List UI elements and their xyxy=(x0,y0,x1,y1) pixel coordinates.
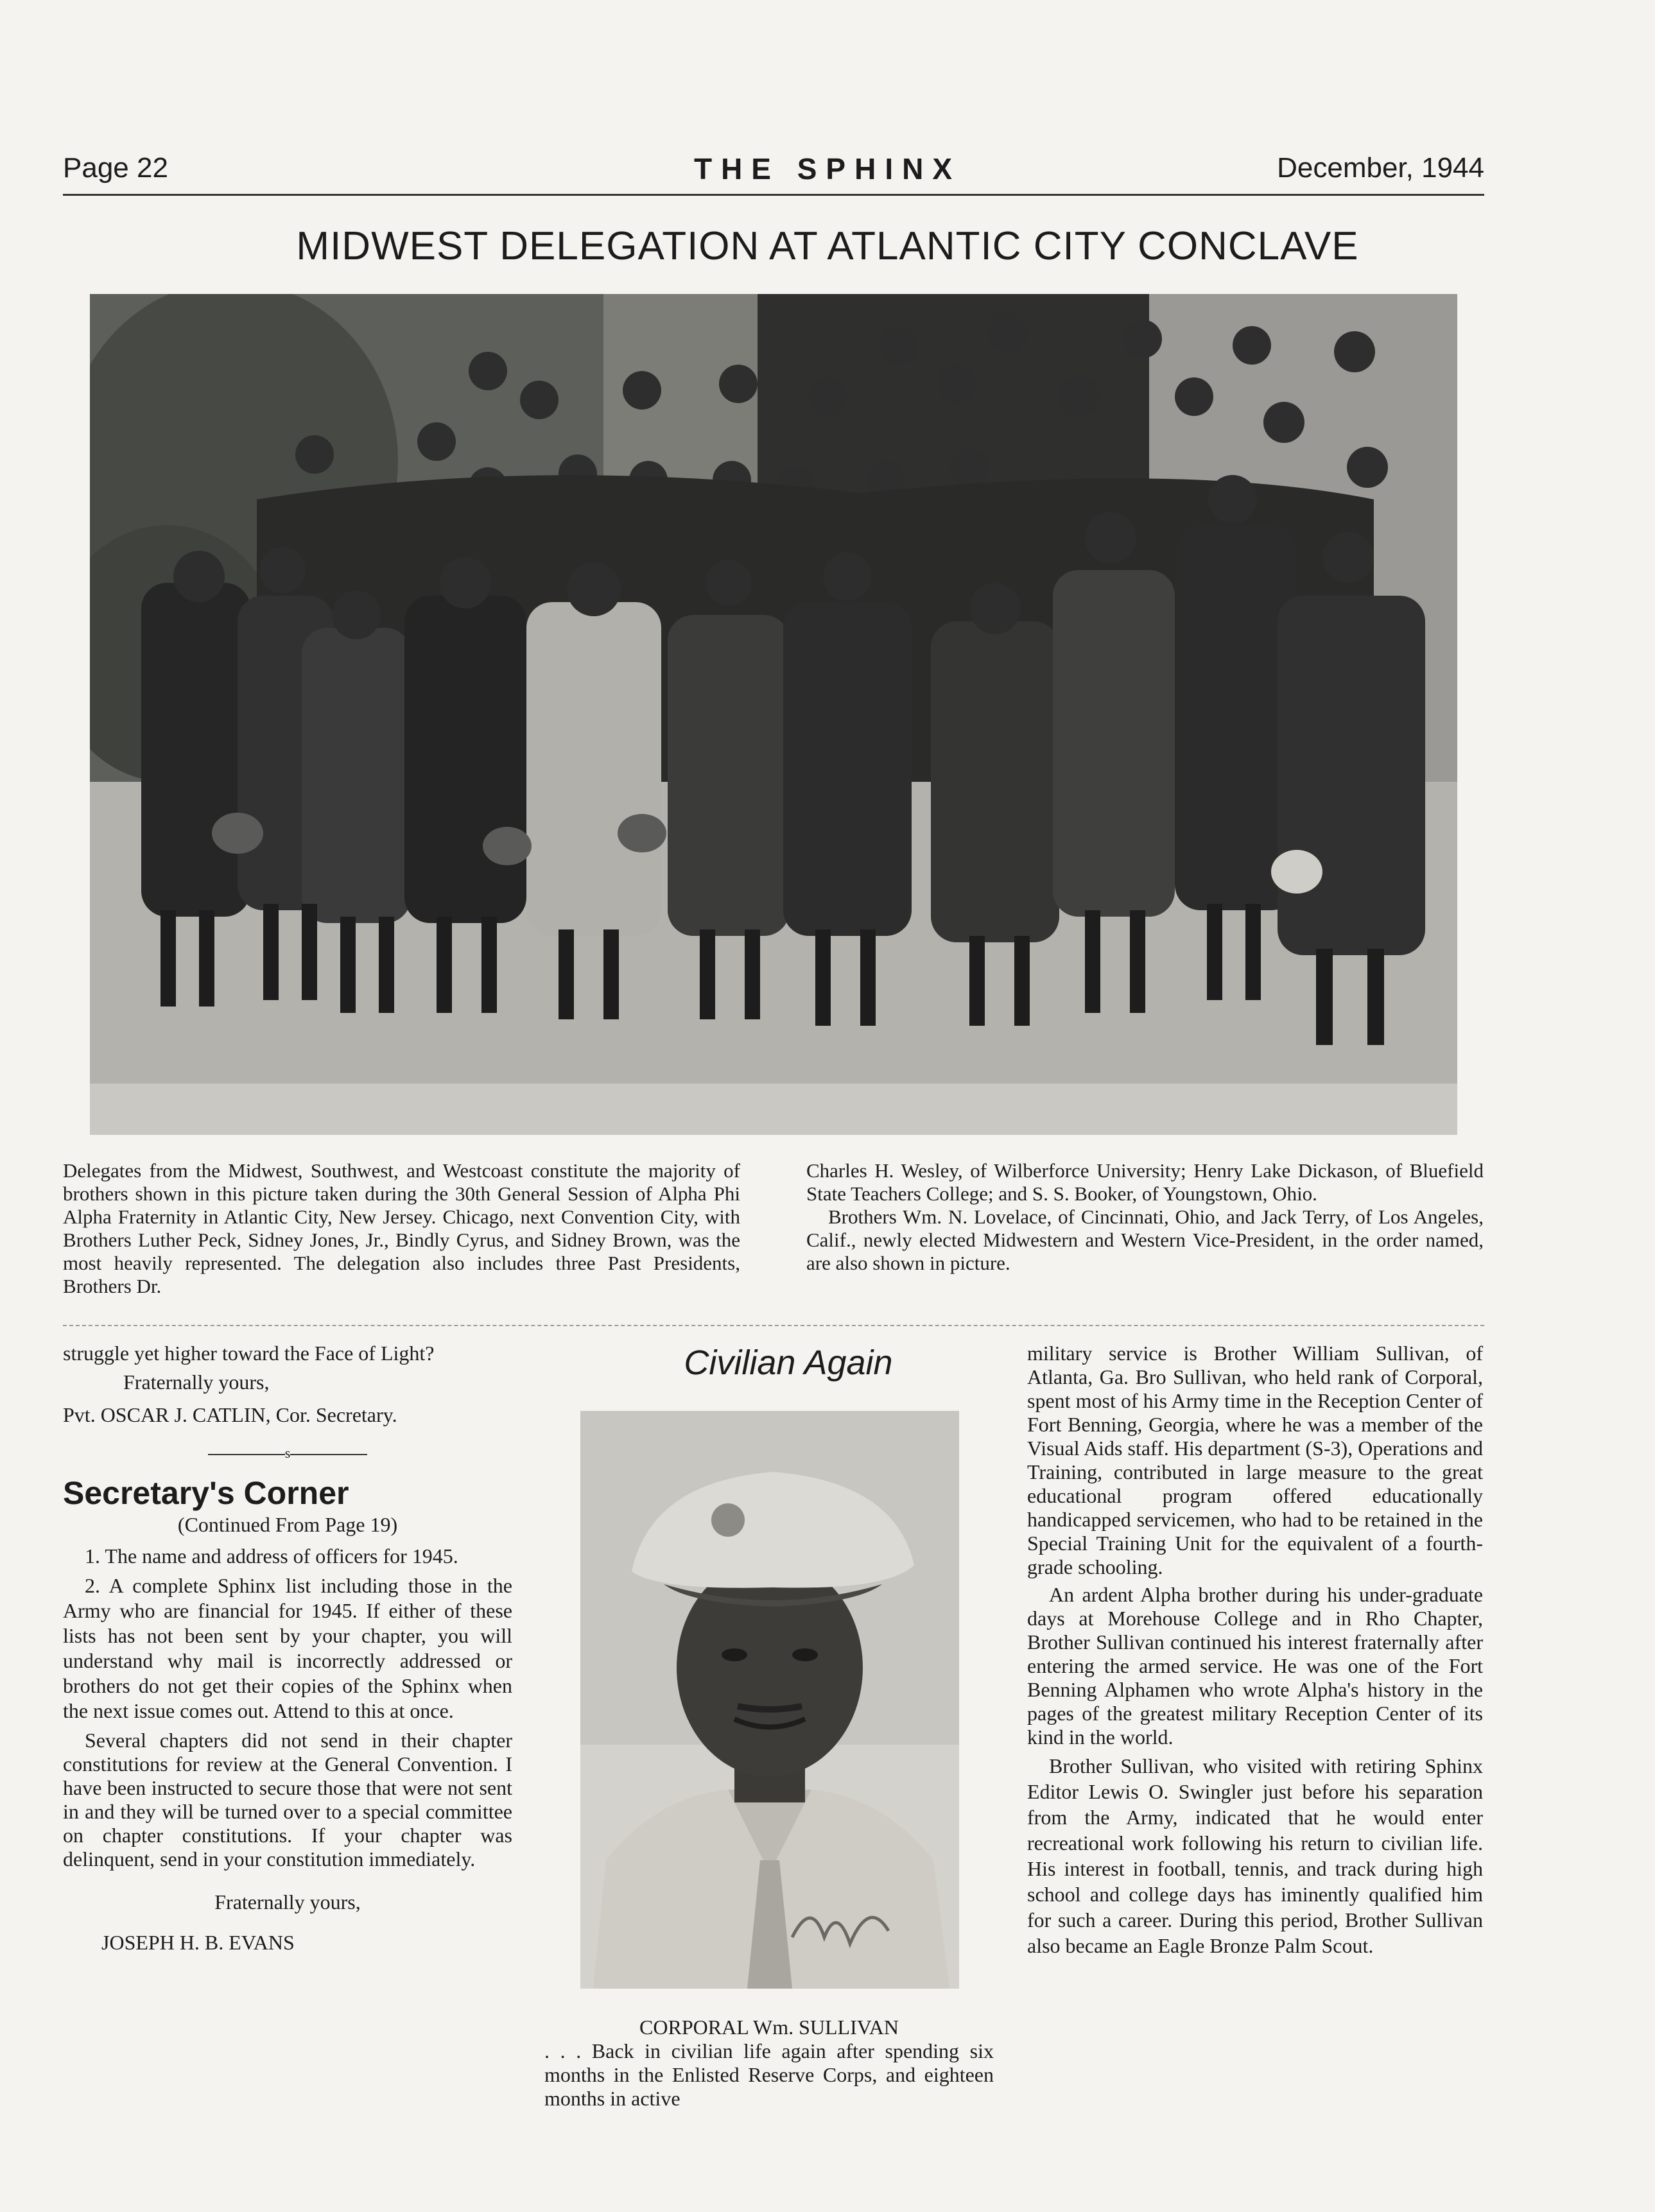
page-number: Page 22 xyxy=(63,152,168,184)
issue-date: December, 1944 xyxy=(1277,152,1484,184)
sullivan-portrait-image xyxy=(580,1411,959,1989)
sullivan-paragraph-1: military service is Brother William Sullivan, of Atlanta, Ga. Bro Sullivan, who held rank of Corporal, spent most of his Army time in the Reception Center of Fort Benning, Georgia, where he was a member of the Visual Aids staff. His department (S-3), Operations and Training, contributed in large measure to the great educational program offered educationally handicapped servicemen, who had to be retained in the Special Training Unit for the equivalent of a fourth-grade schooling. xyxy=(1027,1342,1483,1578)
left-column xyxy=(63,1342,512,1955)
continued-from-note: (Continued From Page 19) xyxy=(177,1513,398,1536)
group-photo xyxy=(90,294,1457,1135)
sullivan-paragraph-2: An ardent Alpha brother during his under-graduate days at Morehouse College and in Rho Chapter, Brother Sullivan continued his interest fraternally after entering the armed service. He was one of the Fort Benning Alphamen who wrote Alpha's history in the pages of the greatest military Reception Center of its kind in the world. xyxy=(1027,1583,1483,1749)
sullivan-portrait xyxy=(580,1411,959,1989)
caption-right-paragraph-1: Charles H. Wesley, of Wilberforce University; Henry Lake Dickason, of Bluefield State Teachers College; and S. S. Booker, of Youngstown, Ohio. xyxy=(806,1159,1484,1205)
caption-divider xyxy=(63,1325,1484,1326)
group-photo-image xyxy=(90,294,1457,1135)
header-rule xyxy=(63,194,1484,196)
caption-right-paragraph-2: Brothers Wm. N. Lovelace, of Cincinnati, Ohio, and Jack Terry, of Los Angeles, Calif., newly elected Midwestern and Western Vice-President, in the order named, are also shown in picture. xyxy=(806,1205,1484,1274)
closing-fraternally-1: Fraternally yours, xyxy=(123,1370,270,1394)
right-column xyxy=(1027,1342,1483,1958)
page-headline: MIDWEST DELEGATION AT ATLANTIC CITY CONCLAVE xyxy=(296,224,1359,268)
section-separator: s xyxy=(63,1441,512,1465)
group-photo-caption-left: Delegates from the Midwest, Southwest, and Westcoast constitute the majority of brothers shown in this picture taken during the 30th General Session of Alpha Phi Alpha Fraternity in Atlantic City, New Jersey. Chicago, next Convention City, with Brothers Luther Peck, Sidney Jones, Jr., Bindly Cyrus, and Sidney Brown, was the most heavily represented. The delegation also includes three Past Presidents, Brothers Dr. xyxy=(63,1159,740,1297)
continued-text: struggle yet higher toward the Face of Light? xyxy=(63,1342,435,1365)
sullivan-paragraph-3: Brother Sullivan, who visited with retiring Sphinx Editor Lewis O. Swingler just before his separation from the Army, indicated that he would enter recreational work following his return to civilian life. His interest in football, tennis, and track during high school and college days has iminently qualified him for such a career. During this period, Brother Sullivan also became an Eagle Bronze Palm Scout. xyxy=(1027,1754,1483,1957)
secretarys-corner-title: Secretary's Corner xyxy=(63,1475,349,1511)
signature-evans: JOSEPH H. B. EVANS xyxy=(101,1931,295,1954)
signature-catlin: Pvt. OSCAR J. CATLIN, Cor. Secretary. xyxy=(63,1403,397,1426)
closing-fraternally-2: Fraternally yours, xyxy=(214,1890,361,1914)
chapters-paragraph: Several chapters did not send in their chapter constitutions for review at the General Convention. I have been instructed to secure those that were not sent in and they will be turned over to a special committee on chapter constitutions. If your chapter was delinquent, send in your constitution immediately. xyxy=(63,1729,512,1871)
civilian-again-title: Civilian Again xyxy=(684,1344,893,1382)
portrait-caption-name: CORPORAL Wm. SULLIVAN xyxy=(639,2016,899,2039)
list-item-2: 2. A complete Sphinx list including those in the Army who are financial for 1945. If either of these lists has not been sent by your chapter, you will understand why mail is incorrectly addressed or brothers do not get their copies of the Sphinx when the next issue comes out. Attend to this at once. xyxy=(63,1574,512,1722)
portrait-caption-text: . . . Back in civilian life again after spending six months in the Enlisted Reserve Corps, and eighteen months in active xyxy=(544,2039,994,2110)
magazine-title: THE SPHINX xyxy=(693,152,962,186)
group-photo-caption-right xyxy=(806,1159,1484,1275)
list-item-1: 1. The name and address of officers for 1945. xyxy=(85,1544,458,1568)
portrait-caption xyxy=(544,2016,994,2111)
